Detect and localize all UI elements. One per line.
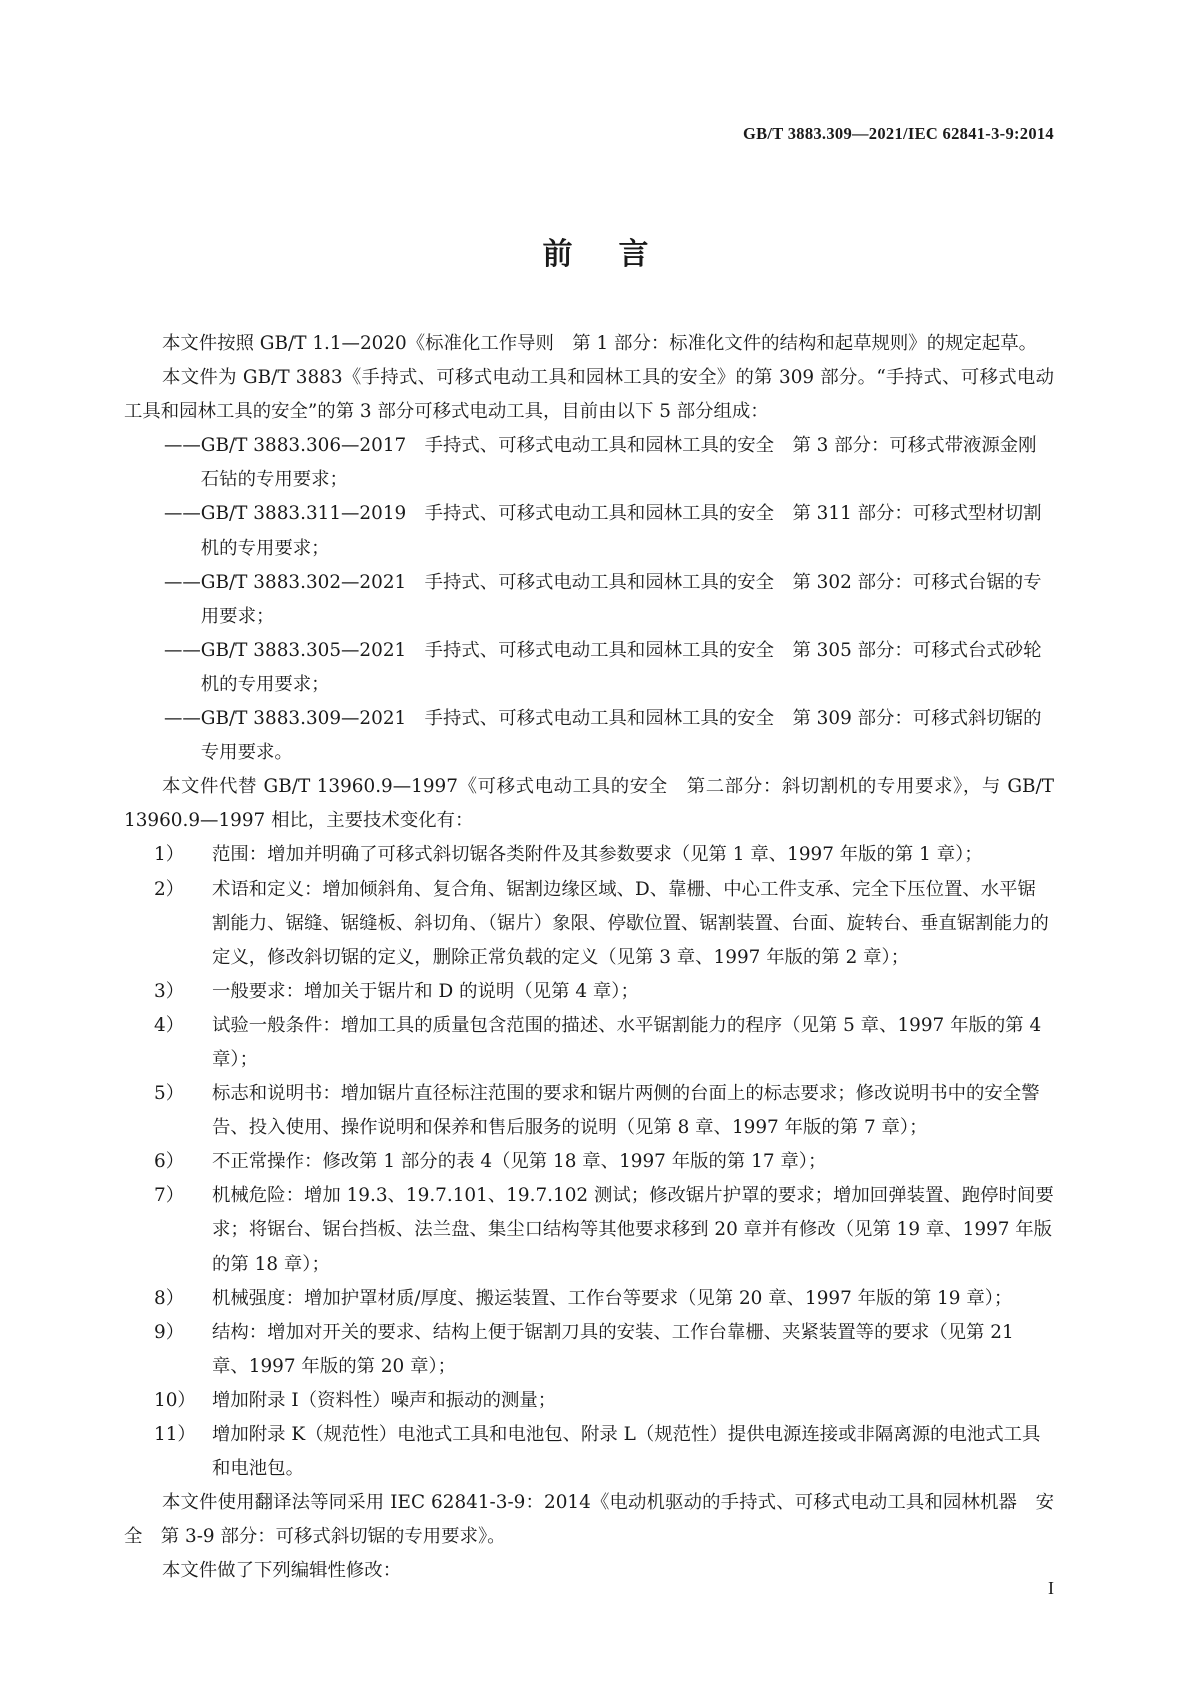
change-list-item (154, 873, 1054, 975)
change-number: 8） (154, 1287, 185, 1309)
change-number: 10） (154, 1389, 196, 1411)
change-text: 机械危险：增加 19.3、19.7.101、19.7.102 测试；修改锯片护罩的要求；增加回弹装置、跑停时间要求；将锯台、锯台挡板、法兰盘、集尘口结构等其他要求移到 20 章并有修改（见第 19 章、1997 年版的第 18 章）； (212, 1185, 1054, 1275)
change-number: 1） (154, 844, 185, 866)
dash-mark: —— (164, 571, 201, 593)
change-list-item (154, 1384, 1054, 1418)
part-list-item (164, 634, 1054, 702)
intro-paragraph: 本文件为 GB/T 3883《手持式、可移式电动工具和园林工具的安全》的第 309 部分。“手持式、可移式电动工具和园林工具的安全”的第 3 部分可移式电动工具，目前由以下 5 部分组成： (124, 367, 1054, 423)
change-list-item (154, 975, 1054, 1009)
change-text: 标志和说明书：增加锯片直径标注范围的要求和锯片两侧的台面上的标志要求；修改说明书中的安全警告、投入使用、操作说明和保养和售后服务的说明（见第 8 章、1997 年版的第 7 章）； (212, 1083, 1040, 1139)
change-number: 7） (154, 1185, 185, 1207)
change-list-item (154, 1316, 1054, 1384)
change-number: 9） (154, 1321, 185, 1343)
change-text: 结构：增加对开关的要求、结构上便于锯割刀具的安装、工作台靠栅、夹紧装置等的要求（见第 21 章、1997 年版的第 20 章）； (212, 1321, 1014, 1377)
editorial-paragraph: 本文件做了下列编辑性修改： (162, 1560, 402, 1582)
change-list-item (154, 1009, 1054, 1077)
change-text: 增加附录 K（规范性）电池式工具和电池包、附录 L（规范性）提供电源连接或非隔离源的电池式工具和电池包。 (212, 1424, 1041, 1480)
change-text: 一般要求：增加关于锯片和 D 的说明（见第 4 章）； (212, 980, 639, 1002)
part-list-text: GB/T 3883.309—2021 手持式、可移式电动工具和园林工具的安全 第 309 部分：可移式斜切锯的专用要求。 (200, 708, 1042, 764)
change-text: 范围：增加并明确了可移式斜切锯各类附件及其参数要求（见第 1 章、1997 年版的第 1 章）； (212, 844, 983, 866)
part-list-text: GB/T 3883.302—2021 手持式、可移式电动工具和园林工具的安全 第 302 部分：可移式台锯的专用要求； (200, 571, 1042, 627)
change-text: 增加附录 I（资料性）噪声和振动的测量； (212, 1389, 557, 1411)
document-body (124, 327, 1054, 1588)
intro-paragraph: 本文件按照 GB/T 1.1—2020《标准化工作导则 第 1 部分：标准化文件的结构和起草规则》的规定起草。 (162, 333, 1038, 354)
replace-paragraph: 本文件代替 GB/T 13960.9—1997《可移式电动工具的安全 第二部分：斜切割机的专用要求》，与 GB/T 13960.9—1997 相比，主要技术变化有： (124, 776, 1054, 832)
part-list-text: GB/T 3883.311—2019 手持式、可移式电动工具和园林工具的安全 第 311 部分：可移式型材切割机的专用要求； (200, 503, 1042, 559)
change-number: 3） (154, 980, 185, 1002)
change-number: 6） (154, 1151, 185, 1173)
change-text: 试验一般条件：增加工具的质量包含范围的描述、水平锯割能力的程序（见第 5 章、1997 年版的第 4 章）； (212, 1014, 1042, 1070)
dash-mark: —— (164, 708, 201, 730)
adoption-paragraph: 本文件使用翻译法等同采用 IEC 62841-3-9：2014《电动机驱动的手持式、可移式电动工具和园林机器 安全 第 3-9 部分：可移式斜切锯的专用要求》。 (124, 1492, 1054, 1548)
part-list-text: GB/T 3883.306—2017 手持式、可移式电动工具和园林工具的安全 第 3 部分：可移式带液源金刚石钻的专用要求； (200, 435, 1037, 491)
dash-mark: —— (164, 503, 201, 525)
change-list-item (154, 1282, 1054, 1316)
change-list-item (154, 838, 1054, 872)
change-text: 机械强度：增加护罩材质/厚度、搬运装置、工作台等要求（见第 20 章、1997 年版的第 19 章）； (212, 1287, 1013, 1309)
change-list-item (154, 1179, 1054, 1281)
part-list-item (164, 429, 1054, 497)
page-title: 前言 (542, 237, 695, 272)
standard-code-header: GB/T 3883.309—2021/IEC 62841-3-9:2014 (742, 124, 1054, 143)
change-number: 4） (154, 1014, 185, 1036)
change-text: 术语和定义：增加倾斜角、复合角、锯割边缘区域、D、靠栅、中心工件支承、完全下压位置、水平锯割能力、锯缝、锯缝板、斜切角、（锯片）象限、停歇位置、锯割装置、台面、旋转台、垂直锯割能力的定义，修改斜切锯的定义，删除正常负载的定义（见第 3 章、1997 年版的第 2 章）； (212, 878, 1049, 968)
part-list-item (164, 497, 1054, 565)
dash-mark: —— (164, 639, 201, 661)
dash-mark: —— (164, 435, 201, 457)
change-number: 5） (154, 1083, 185, 1105)
change-text: 不正常操作：修改第 1 部分的表 4（见第 18 章、1997 年版的第 17 章）； (212, 1151, 827, 1173)
change-list-item (154, 1418, 1054, 1486)
change-number: 11） (154, 1424, 196, 1445)
change-list-item (154, 1077, 1054, 1145)
change-number: 2） (154, 878, 185, 900)
page-number: I (1048, 1578, 1054, 1598)
part-list-text: GB/T 3883.305—2021 手持式、可移式电动工具和园林工具的安全 第 305 部分：可移式台式砂轮机的专用要求； (200, 639, 1042, 695)
change-list-item (154, 1145, 1054, 1179)
part-list-item (164, 702, 1054, 770)
part-list-item (164, 566, 1054, 634)
